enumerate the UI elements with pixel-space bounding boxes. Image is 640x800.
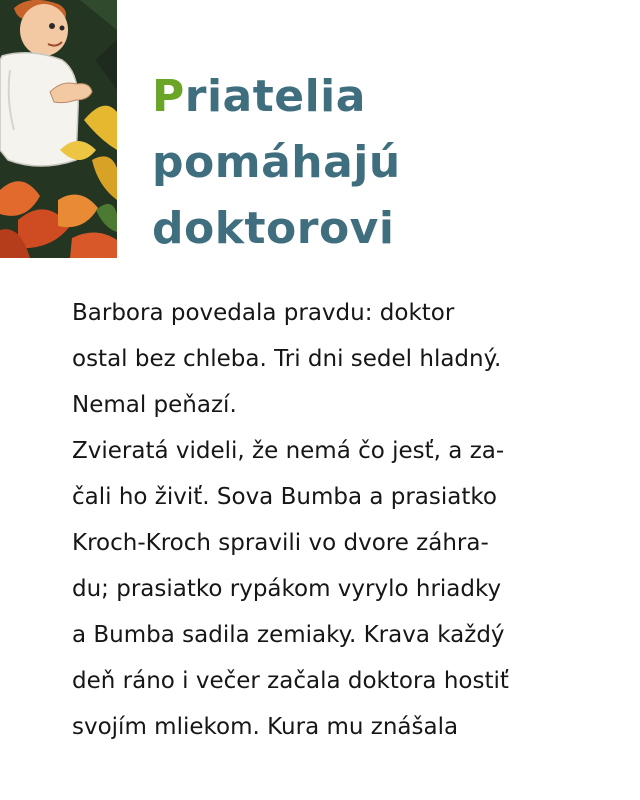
text-line: Kroch-Kroch spravili vo dvore záhra- [72,530,489,556]
title-line-2: pomáhajú [152,137,401,188]
text-line: a Bumba sadila zemiaky. Krava každý [72,622,505,648]
text-line: ostal bez chleba. Tri dni sedel hladný. [72,346,502,372]
text-line: du; prasiatko rypákom vyrylo hriadky [72,576,502,602]
title-line-1 [152,64,401,130]
chapter-title [152,64,401,262]
boy-illustration [0,0,117,258]
text-line: čali ho živiť. Sova Bumba a prasiatko [72,484,497,510]
text-line: Barbora povedala pravdu: doktor [72,300,455,326]
text-line: Zvieratá videli, že nemá čo jesť, a za- [72,438,505,464]
title-line-3: doktorovi [152,203,395,254]
text-line: svojím mliekom. Kura mu znášala [72,714,459,740]
text-line: deň ráno i večer začala doktora hostiť [72,668,509,694]
title-line-1-rest: riatelia [184,71,366,122]
title-initial-letter: P [152,71,185,122]
story-paragraph [72,290,592,750]
text-line: Nemal peňazí. [72,392,237,418]
